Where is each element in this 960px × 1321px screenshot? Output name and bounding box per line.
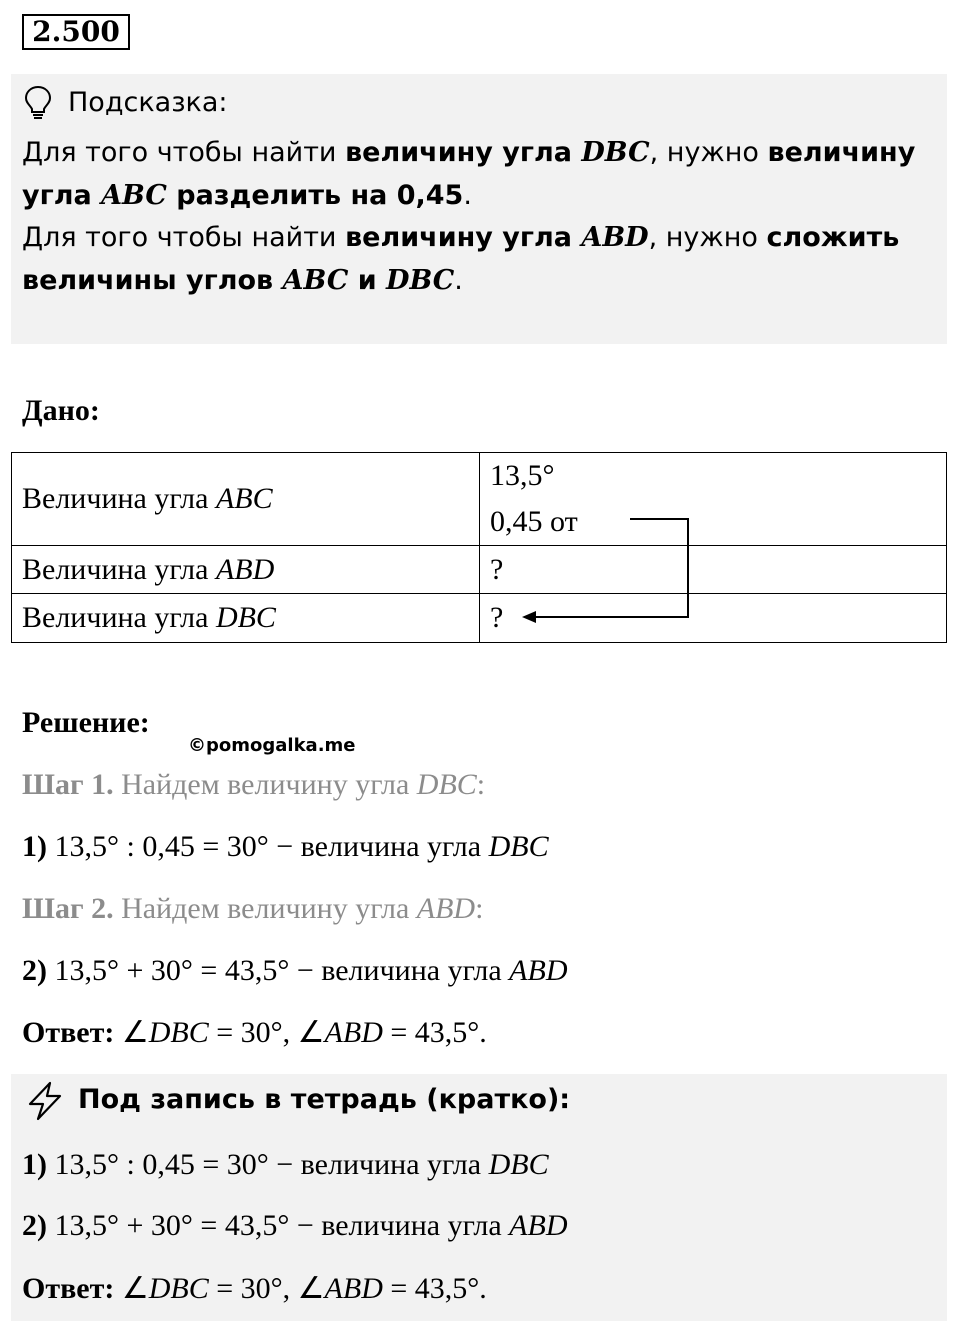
given-label-abd: Величина угла ABD bbox=[12, 546, 480, 594]
given-value-dbc: ? bbox=[480, 594, 947, 643]
hint-line-2: угла ABC разделить на 0,45. bbox=[22, 180, 472, 211]
equation-1: 1) 13,5° : 0,45 = 30° − величина угла DBC bbox=[22, 830, 549, 863]
equation-2: 2) 13,5° + 30° = 43,5° − величина угла ABD bbox=[22, 954, 568, 987]
table-row bbox=[12, 453, 947, 546]
hint-line-4: величины углов ABC и DBC. bbox=[22, 265, 463, 296]
step-1: Шаг 1. Найдем величину угла DBC: bbox=[22, 768, 486, 801]
short-answer: Ответ: ∠DBC = 30°, ∠ABD = 43,5°. bbox=[22, 1272, 487, 1305]
short-equation-2: 2) 13,5° + 30° = 43,5° − величина угла ABD bbox=[22, 1209, 568, 1242]
answer: Ответ: ∠DBC = 30°, ∠ABD = 43,5°. bbox=[22, 1016, 487, 1049]
short-record-title: Под запись в тетрадь (кратко): bbox=[78, 1084, 571, 1115]
lightning-icon bbox=[24, 1080, 66, 1122]
hint-line-3: Для того чтобы найти величину угла ABD, нужно сложить bbox=[22, 222, 900, 253]
given-table bbox=[11, 452, 947, 643]
hint-line-1: Для того чтобы найти величину угла DBC, нужно величину bbox=[22, 137, 916, 168]
table-row bbox=[12, 546, 947, 594]
lightbulb-icon bbox=[22, 84, 54, 122]
given-value-abd: ? bbox=[480, 546, 947, 594]
given-label-dbc: Величина угла DBC bbox=[12, 594, 480, 643]
given-label-abc: Величина угла ABC bbox=[12, 453, 480, 546]
given-title: Дано: bbox=[22, 394, 100, 427]
step-2: Шаг 2. Найдем величину угла ABD: bbox=[22, 892, 484, 925]
solution-title: Решение: bbox=[22, 706, 150, 739]
table-row bbox=[12, 594, 947, 643]
given-value-abc: 13,5° 0,45 от bbox=[480, 453, 947, 546]
short-equation-1: 1) 13,5° : 0,45 = 30° − величина угла DBC bbox=[22, 1148, 549, 1181]
watermark: ©pomogalka.me bbox=[188, 735, 356, 756]
problem-number: 2.500 bbox=[22, 14, 130, 50]
hint-title: Подсказка: bbox=[68, 87, 228, 118]
